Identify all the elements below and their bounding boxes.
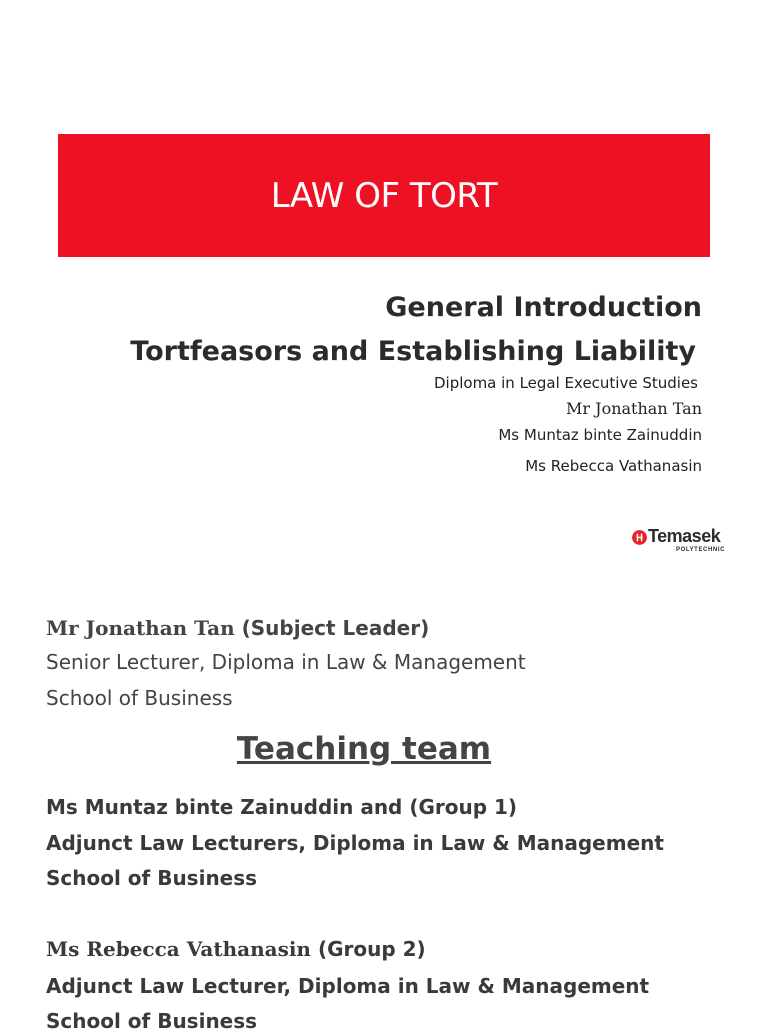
teaching-team-slide	[0, 600, 768, 1033]
team-member-2-name: Ms Rebecca Vathanasin	[46, 937, 311, 961]
team-member-1: Ms Muntaz binte Zainuddin and (Group 1)	[46, 795, 518, 819]
team-member-1-school: School of Business	[46, 866, 258, 890]
temasek-emblem-icon	[632, 530, 647, 545]
team-member-2-school: School of Business	[46, 1009, 258, 1033]
subject-leader-line	[46, 616, 429, 640]
subtitle-general-introduction: General Introduction	[385, 292, 702, 323]
logo-wordmark: Temasek	[648, 526, 721, 546]
lecturer-name-2: Ms Muntaz binte Zainuddin	[498, 426, 702, 444]
logo-subtext: POLYTECHNIC	[676, 547, 726, 553]
lecturer-name-3: Ms Rebecca Vathanasin	[525, 457, 702, 475]
team-member-1-title: Adjunct Law Lecturers, Diploma in Law & Management	[46, 831, 664, 855]
subject-leader-name: Mr Jonathan Tan	[46, 616, 235, 640]
subject-leader-role: (Subject Leader)	[234, 616, 430, 640]
teaching-team-heading: Teaching team	[236, 731, 492, 767]
course-title: LAW OF TORT	[270, 175, 498, 216]
temasek-logo	[632, 528, 732, 558]
team-member-2-title: Adjunct Law Lecturer, Diploma in Law & Management	[46, 974, 650, 998]
diploma-name: Diploma in Legal Executive Studies	[433, 374, 698, 392]
subtitle-tortfeasors: Tortfeasors and Establishing Liability	[130, 336, 696, 367]
team-member-2-line	[46, 937, 426, 961]
subtitle-block	[102, 290, 702, 479]
subject-leader-school: School of Business	[46, 686, 233, 710]
subject-leader-title: Senior Lecturer, Diploma in Law & Management	[46, 650, 526, 674]
lecturer-name-1: Mr Jonathan Tan	[566, 399, 702, 418]
team-member-2-group: (Group 2)	[310, 937, 426, 961]
title-banner	[58, 134, 710, 257]
